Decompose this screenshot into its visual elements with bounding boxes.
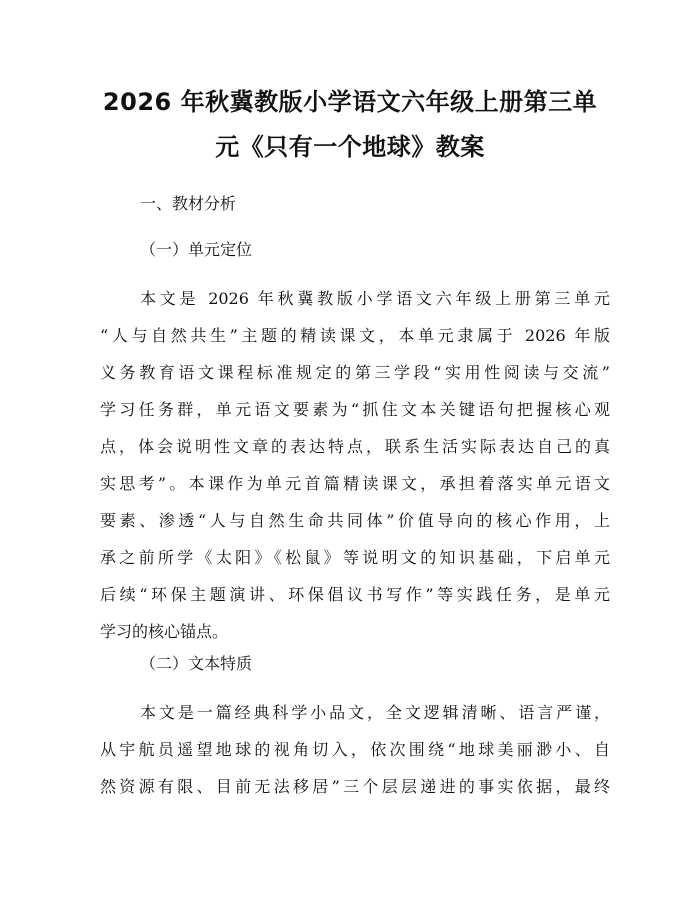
title-line: 2026 年秋冀教版小学语文六年级上册第三单 bbox=[102, 88, 598, 116]
paragraph-line: 要素、渗透“人与自然生命共同体”价值导向的核心作用，上 bbox=[100, 511, 610, 530]
section-heading-textbook-analysis: 一、教材分析 bbox=[140, 194, 237, 213]
title-line: 元《只有一个地球》教案 bbox=[215, 133, 485, 161]
paragraph-unit-position bbox=[100, 280, 610, 650]
paragraph-line: 然资源有限、目前无法移居”三个层层递进的事实依据，最终 bbox=[100, 777, 610, 796]
paragraph-line: 从宇航员遥望地球的视角切入，依次围绕“地球美丽渺小、自 bbox=[100, 740, 610, 759]
paragraph-text-features bbox=[100, 694, 610, 805]
paragraph-line: 学习任务群，单元语文要素为“抓住文本关键语句把握核心观 bbox=[100, 400, 610, 419]
paragraph-line: 义务教育语文课程标准规定的第三学段“实用性阅读与交流” bbox=[100, 363, 610, 382]
paragraph-line: 学习的核心锚点。 bbox=[100, 622, 229, 641]
paragraph-line: “人与自然共生”主题的精读课文，本单元隶属于 2026 年版 bbox=[100, 326, 610, 345]
subsection-heading-text-features: （二）文本特质 bbox=[140, 654, 253, 673]
document-title bbox=[100, 80, 600, 170]
paragraph-line: 本文是 2026 年秋冀教版小学语文六年级上册第三单元 bbox=[140, 289, 610, 308]
paragraph-line: 承之前所学《太阳》《松鼠》等说明文的知识基础，下启单元 bbox=[100, 548, 610, 567]
paragraph-line: 后续“环保主题演讲、环保倡议书写作”等实践任务，是单元 bbox=[100, 585, 610, 604]
paragraph-line: 点，体会说明性文章的表达特点，联系生活实际表达自己的真 bbox=[100, 437, 610, 456]
paragraph-line: 本文是一篇经典科学小品文，全文逻辑清晰、语言严谨， bbox=[140, 703, 610, 722]
paragraph-line: 实思考”。本课作为单元首篇精读课文，承担着落实单元语文 bbox=[100, 474, 610, 493]
subsection-heading-unit-position: （一）单元定位 bbox=[140, 240, 253, 259]
